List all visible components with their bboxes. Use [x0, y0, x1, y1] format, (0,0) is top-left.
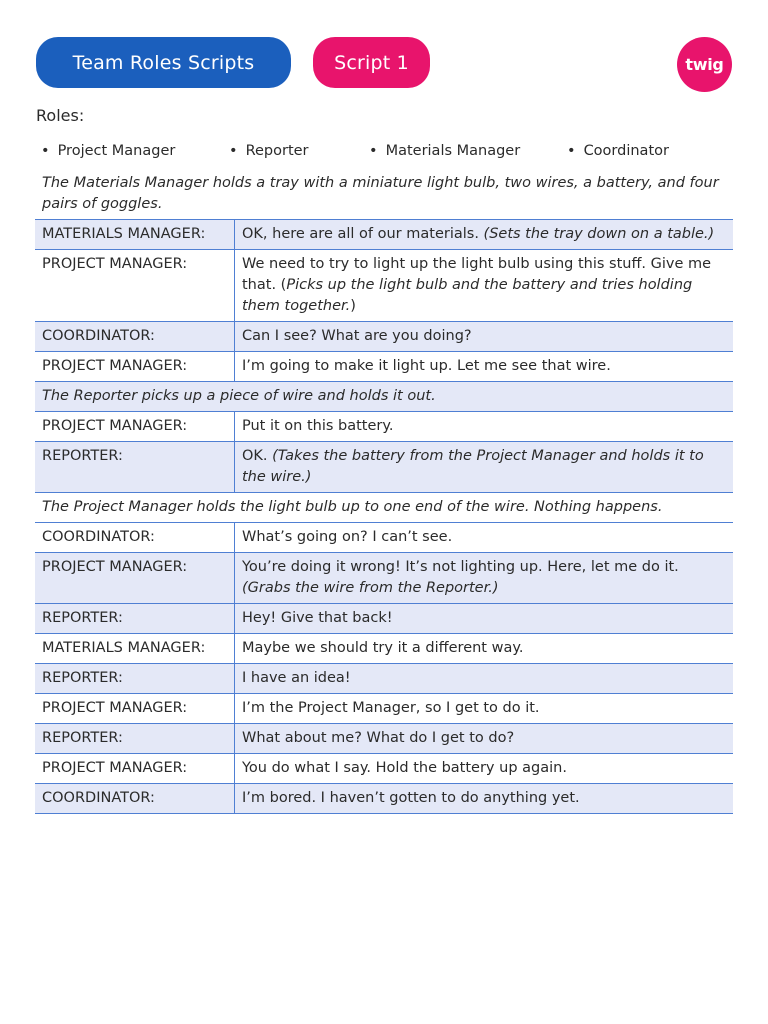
line-cell	[235, 523, 734, 553]
line-cell	[235, 250, 734, 322]
speaker-cell: PROJECT MANAGER:	[35, 412, 235, 442]
table-row	[35, 352, 733, 382]
table-row	[35, 523, 733, 553]
line-text: OK, here are all of our materials.	[242, 226, 484, 242]
table-row	[35, 553, 733, 604]
line-text: What’s going on? I can’t see.	[242, 529, 453, 545]
speaker-cell: MATERIALS MANAGER:	[35, 220, 235, 250]
intro-stage-direction: The Materials Manager holds a tray with a miniature light bulb, two wires, a battery, and four pairs of goggles.	[42, 175, 719, 212]
table-row	[35, 634, 733, 664]
stage-direction-row	[35, 382, 733, 412]
line-cell	[235, 442, 734, 493]
speaker-cell: MATERIALS MANAGER:	[35, 634, 235, 664]
speaker-cell: REPORTER:	[35, 724, 235, 754]
line-stage-note: (Takes the battery from the Project Manager and holds it to the wire.)	[242, 448, 704, 485]
line-text: I’m bored. I haven’t gotten to do anything yet.	[242, 790, 580, 806]
line-text: Put it on this battery.	[242, 418, 394, 434]
role-label: Project Manager	[57, 143, 176, 159]
line-cell	[235, 604, 734, 634]
role-label: Coordinator	[583, 143, 669, 159]
line-cell	[235, 220, 734, 250]
line-text: We need to try to light up the light bulb using this stuff. Give me that. (	[242, 256, 712, 293]
line-cell	[235, 784, 734, 814]
table-row	[35, 754, 733, 784]
stage-direction-row	[35, 493, 733, 523]
stage-direction: The Project Manager holds the light bulb up to one end of the wire. Nothing happens.	[35, 493, 733, 523]
line-cell	[235, 322, 734, 352]
table-row	[35, 412, 733, 442]
line-text-after: )	[350, 298, 356, 314]
speaker-cell: PROJECT MANAGER:	[35, 694, 235, 724]
speaker-cell: PROJECT MANAGER:	[35, 754, 235, 784]
table-row	[35, 604, 733, 634]
script-badge: Script 1	[313, 37, 430, 88]
line-cell	[235, 724, 734, 754]
role-item: • Reporter	[229, 143, 309, 159]
speaker-cell: REPORTER:	[35, 604, 235, 634]
table-row	[35, 724, 733, 754]
line-text: You do what I say. Hold the battery up again.	[242, 760, 567, 776]
table-row	[35, 694, 733, 724]
line-cell	[235, 754, 734, 784]
line-cell	[235, 664, 734, 694]
line-stage-note: (Sets the tray down on a table.)	[483, 226, 715, 242]
stage-direction: The Reporter picks up a piece of wire and holds it out.	[35, 382, 733, 412]
table-row	[35, 664, 733, 694]
line-text: I’m going to make it light up. Let me see that wire.	[242, 358, 611, 374]
line-text: Can I see? What are you doing?	[242, 328, 472, 344]
line-text: I’m the Project Manager, so I get to do it.	[242, 700, 540, 716]
speaker-cell: COORDINATOR:	[35, 523, 235, 553]
line-text: Maybe we should try it a different way.	[242, 640, 524, 656]
role-label: Materials Manager	[385, 143, 521, 159]
line-text: I have an idea!	[242, 670, 351, 686]
table-row	[35, 250, 733, 322]
line-stage-note: Picks up the light bulb and the battery and tries holding them together.	[242, 277, 693, 314]
line-text: OK.	[242, 448, 273, 464]
line-cell	[235, 412, 734, 442]
speaker-cell: PROJECT MANAGER:	[35, 250, 235, 322]
speaker-cell: COORDINATOR:	[35, 784, 235, 814]
table-row	[35, 784, 733, 814]
table-row	[35, 220, 733, 250]
title-banner: Team Roles Scripts	[36, 37, 291, 88]
speaker-cell: PROJECT MANAGER:	[35, 352, 235, 382]
speaker-cell: COORDINATOR:	[35, 322, 235, 352]
line-cell	[235, 352, 734, 382]
role-item: • Materials Manager	[369, 143, 521, 159]
script-table	[35, 219, 733, 814]
line-cell	[235, 553, 734, 604]
table-row	[35, 442, 733, 493]
line-text: What about me? What do I get to do?	[242, 730, 515, 746]
speaker-cell: REPORTER:	[35, 664, 235, 694]
line-text: You’re doing it wrong! It’s not lighting up. Here, let me do it.	[242, 559, 679, 575]
speaker-cell: REPORTER:	[35, 442, 235, 493]
roles-heading: Roles:	[36, 106, 85, 125]
speaker-cell: PROJECT MANAGER:	[35, 553, 235, 604]
twig-logo: twig	[677, 37, 732, 92]
role-label: Reporter	[245, 143, 309, 159]
role-item: • Project Manager	[41, 143, 176, 159]
role-item: • Coordinator	[567, 143, 669, 159]
line-cell	[235, 634, 734, 664]
line-text: Hey! Give that back!	[242, 610, 393, 626]
table-row	[35, 322, 733, 352]
line-stage-note: (Grabs the wire from the Reporter.)	[242, 580, 499, 596]
line-cell	[235, 694, 734, 724]
